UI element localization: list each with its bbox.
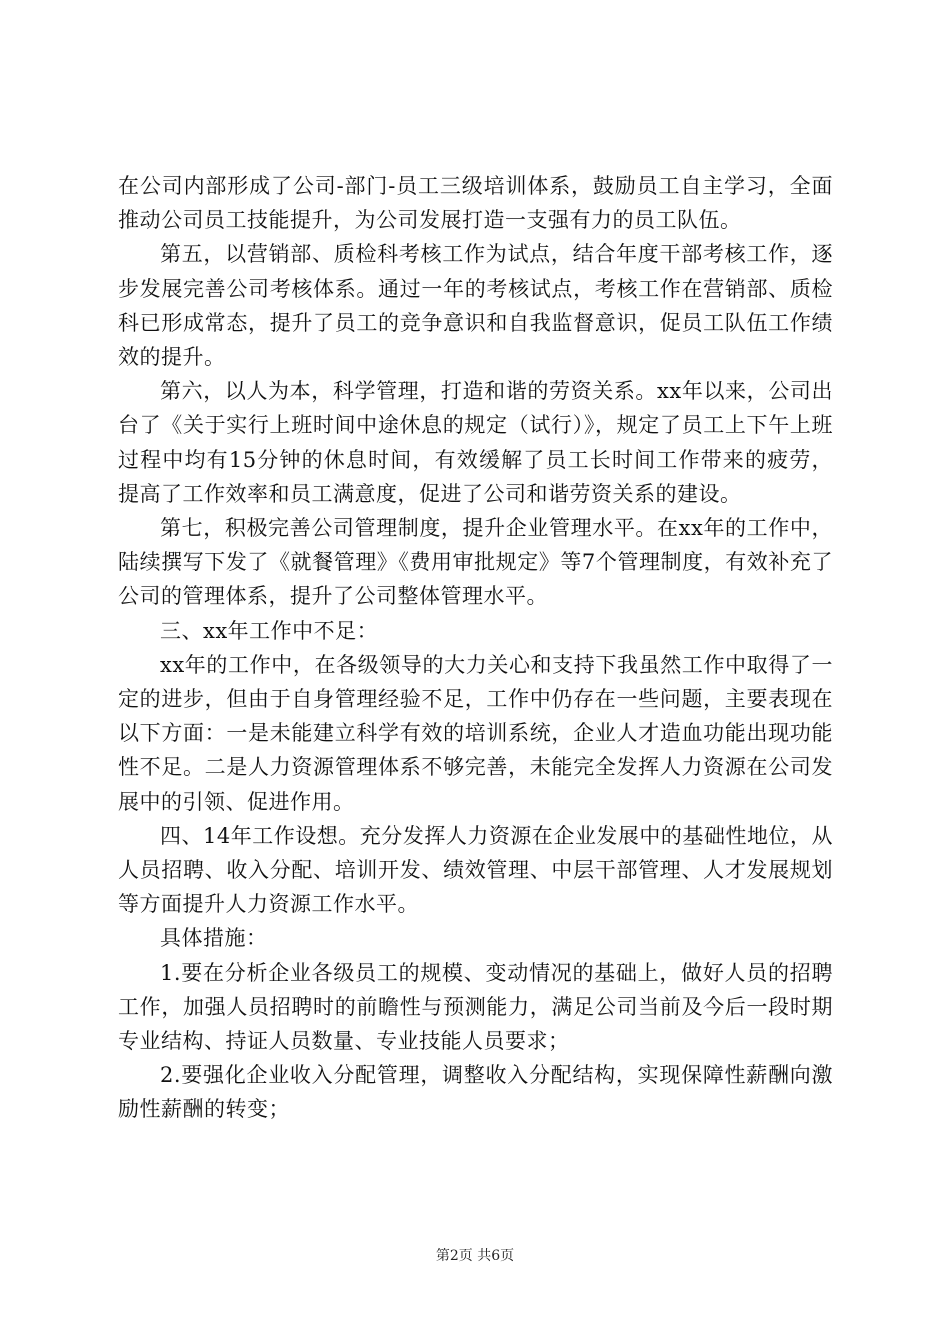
paragraph-sixth-point: 第六，以人为本，科学管理，打造和谐的劳资关系。xx年以来，公司出台了《关于实行上班时间中途休息的规定（试行）》，规定了员工上下午上班过程中均有15分钟的休息时间，有效缓解了员工长时间工作带来的疲劳，提高了工作效率和员工满意度，促进了公司和谐劳资关系的建设。 [118, 379, 833, 506]
list-item-measure-1: 1.要在分析企业各级员工的规模、变动情况的基础上，做好人员的招聘工作，加强人员招聘时的前瞻性与预测能力，满足公司当前及今后一段时期专业结构、持证人员数量、专业技能人员要求； [118, 960, 833, 1054]
paragraph-training-system: 在公司内部形成了公司-部门-员工三级培训体系，鼓励员工自主学习，全面推动公司员工技能提升，为公司发展打造一支强有力的员工队伍。 [118, 174, 833, 233]
paragraph-shortcomings: xx年的工作中，在各级领导的大力关心和支持下我虽然工作中取得了一定的进步，但由于自身管理经验不足，工作中仍存在一些问题，主要表现在以下方面：一是未能建立科学有效的培训系统，企业人才造血功能出现功能性不足。二是人力资源管理体系不够完善，未能完全发挥人力资源在公司发展中的引领、促进作用。 [118, 652, 833, 814]
paragraph-fifth-point: 第五，以营销部、质检科考核工作为试点，结合年度干部考核工作，逐步发展完善公司考核体系。通过一年的考核试点，考核工作在营销部、质检科已形成常态，提升了员工的竞争意识和自我监督意识，促员工队伍工作绩效的提升。 [118, 242, 833, 370]
section-heading-shortcomings: 三、xx年工作中不足： [160, 618, 379, 643]
document-body [118, 169, 833, 1127]
page-footer: 第2页 共6页 [435, 1248, 515, 1264]
paragraph-work-plan: 四、14年工作设想。充分发挥人力资源在企业发展中的基础性地位，从人员招聘、收入分配、培训开发、绩效管理、中层干部管理、人才发展规划等方面提升人力资源工作水平。 [118, 823, 833, 917]
heading-specific-measures: 具体措施： [160, 926, 268, 951]
paragraph-seventh-point: 第七，积极完善公司管理制度，提升企业管理水平。在xx年的工作中，陆续撰写下发了《就餐管理》《费用审批规定》等7个管理制度，有效补充了公司的管理体系，提升了公司整体管理水平。 [118, 516, 833, 609]
list-item-measure-2: 2.要强化企业收入分配管理，调整收入分配结构，实现保障性薪酬向激励性薪酬的转变； [118, 1063, 833, 1122]
